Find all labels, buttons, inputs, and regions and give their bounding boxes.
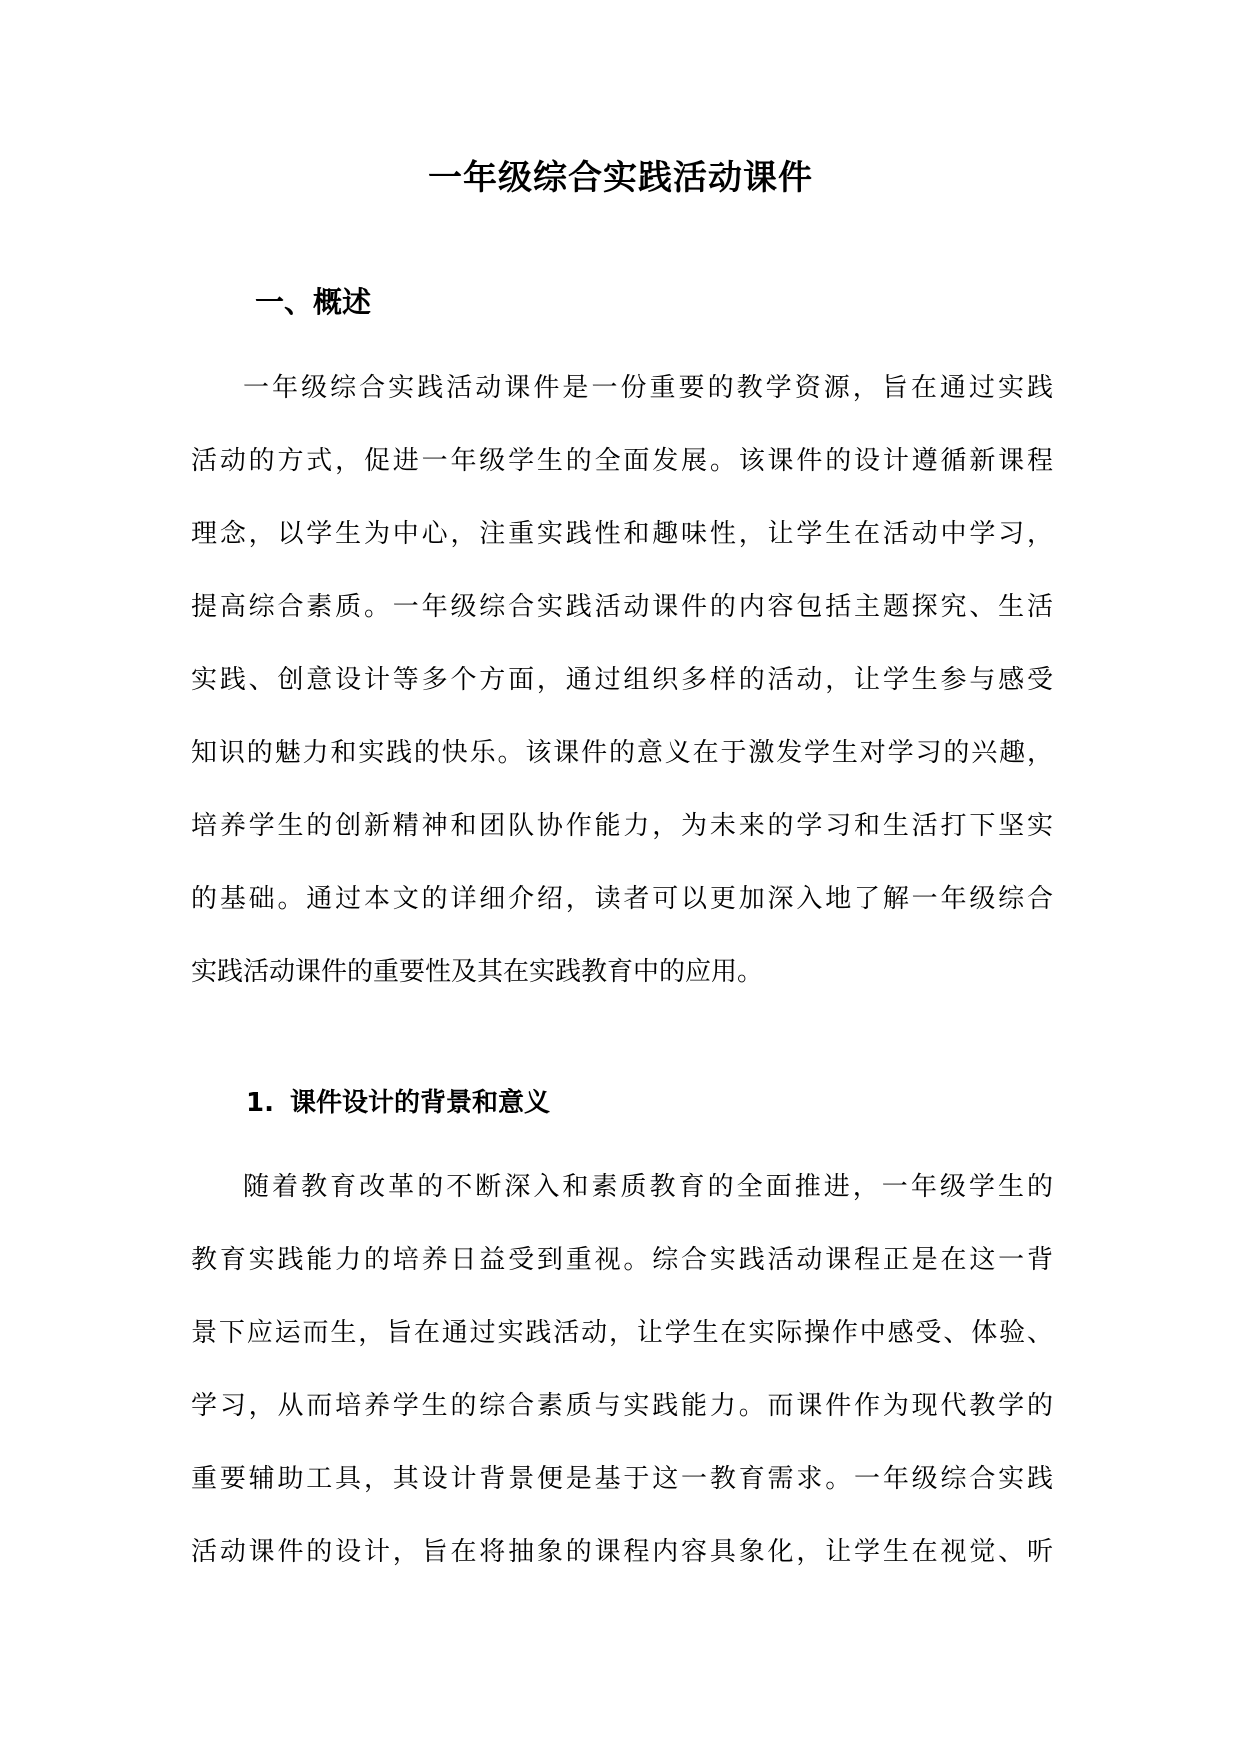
paragraph-line: 一年级综合实践活动课件是一份重要的教学资源，旨在通过实践	[243, 373, 1053, 403]
subsection-number: 1.	[246, 1088, 274, 1118]
paragraph-line: 学习，从而培养学生的综合素质与实践能力。而课件作为现代教学的	[191, 1391, 1053, 1421]
paragraph-line: 活动的方式，促进一年级学生的全面发展。该课件的设计遵循新课程	[191, 446, 1053, 476]
overview-paragraph	[191, 352, 1053, 1009]
paragraph-line: 的基础。通过本文的详细介绍，读者可以更加深入地了解一年级综合	[191, 884, 1053, 914]
subsection-title: 课件设计的背景和意义	[290, 1088, 551, 1118]
paragraph-line: 培养学生的创新精神和团队协作能力，为未来的学习和生活打下坚实	[191, 811, 1053, 841]
section-heading-overview: 一、概述	[255, 285, 372, 319]
paragraph-line: 活动课件的设计，旨在将抽象的课程内容具象化，让学生在视觉、听	[191, 1537, 1053, 1567]
paragraph-line: 知识的魅力和实践的快乐。该课件的意义在于激发学生对学习的兴趣，	[191, 738, 1053, 768]
paragraph-line: 理念，以学生为中心，注重实践性和趣味性，让学生在活动中学习，	[191, 519, 1053, 549]
paragraph-line: 景下应运而生，旨在通过实践活动，让学生在实际操作中感受、体验、	[191, 1318, 1053, 1348]
paragraph-line: 随着教育改革的不断深入和素质教育的全面推进，一年级学生的	[243, 1172, 1053, 1202]
background-paragraph	[191, 1151, 1053, 1589]
paragraph-line: 提高综合素质。一年级综合实践活动课件的内容包括主题探究、生活	[191, 592, 1053, 622]
paragraph-line: 教育实践能力的培养日益受到重视。综合实践活动课程正是在这一背	[191, 1245, 1053, 1275]
paragraph-line: 实践活动课件的重要性及其在实践教育中的应用。	[191, 957, 764, 987]
document-title: 一年级综合实践活动课件	[428, 158, 813, 198]
paragraph-line: 实践、创意设计等多个方面，通过组织多样的活动，让学生参与感受	[191, 665, 1053, 695]
paragraph-line: 重要辅助工具，其设计背景便是基于这一教育需求。一年级综合实践	[191, 1464, 1053, 1494]
subsection-heading-background	[246, 1083, 550, 1123]
